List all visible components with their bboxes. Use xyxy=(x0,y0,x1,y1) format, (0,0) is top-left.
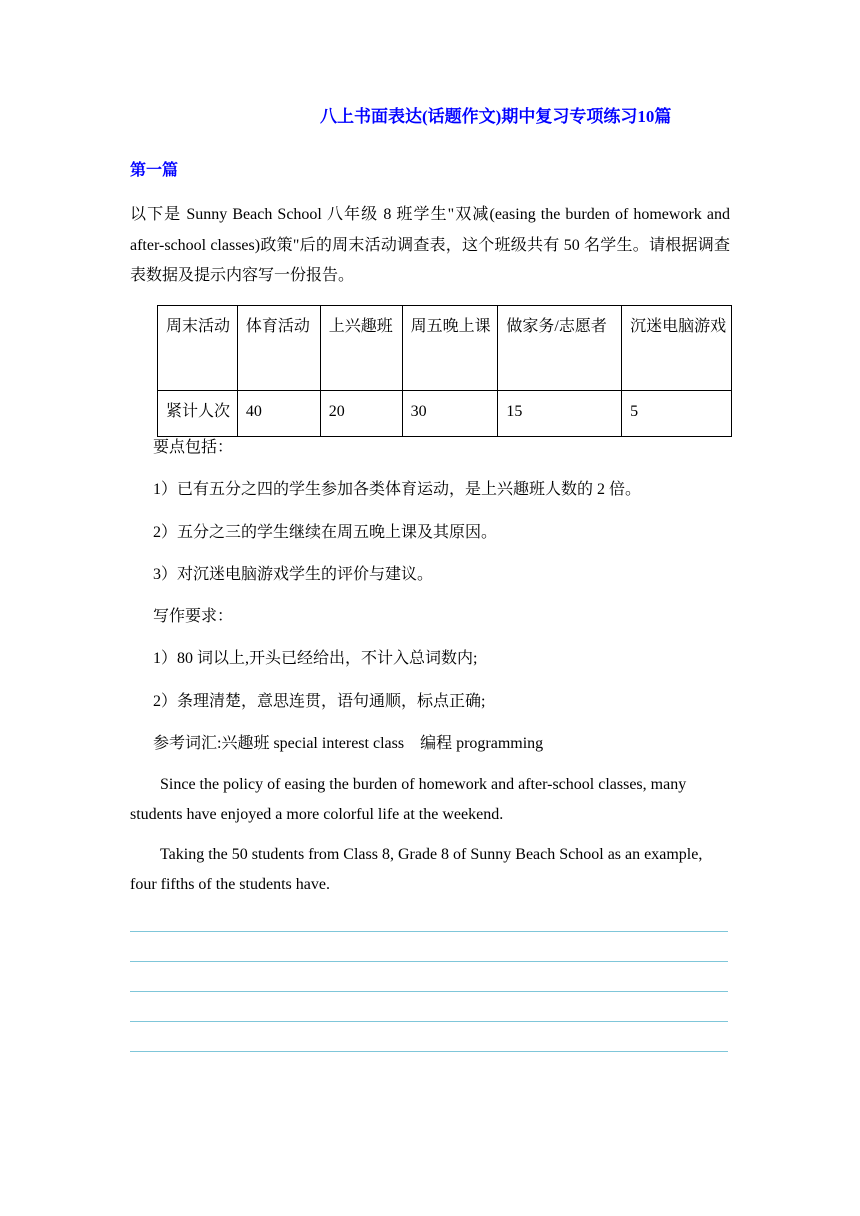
survey-table xyxy=(157,305,732,437)
intro-paragraph: 以下是 Sunny Beach School 八年级 8 班学生"双减(easing the burden of homework and after-school classes)政策"后的周末活动调查表，这个班级共有 50 名学生。请根据调查表数据及提示内容写一份报告。 xyxy=(130,206,730,284)
opening-paragraph-2: Taking the 50 students from Class 8, Grade 8 of Sunny Beach School as an example, four fifths of the students have. xyxy=(130,846,703,893)
point-item: 3）对沉迷电脑游戏学生的评价与建议。 xyxy=(153,565,434,583)
point-item: 2）五分之三的学生继续在周五晚上课及其原因。 xyxy=(153,523,498,541)
vocab-line: 参考词汇:兴趣班 special interest class 编程 programming xyxy=(153,735,544,753)
answer-lines xyxy=(130,931,728,1081)
answer-line[interactable] xyxy=(130,931,728,932)
answer-line[interactable] xyxy=(130,991,728,992)
opening-paragraph-1: Since the policy of easing the burden of homework and after-school classes, many students have enjoyed a more colorful life at the weekend. xyxy=(130,776,687,823)
table-header-cell: 沉迷电脑游戏 xyxy=(622,306,732,391)
section-title: 第一篇 xyxy=(130,162,179,179)
table-cell: 5 xyxy=(622,391,732,437)
table-header-cell: 体育活动 xyxy=(237,306,320,391)
answer-line[interactable] xyxy=(130,1051,728,1052)
table-row xyxy=(158,391,732,437)
document-title: 八上书面表达(话题作文)期中复习专项练习10篇 xyxy=(320,107,672,126)
table-header-cell: 周五晚上课 xyxy=(402,306,498,391)
table-header-cell: 上兴趣班 xyxy=(320,306,402,391)
table-header-cell: 做家务/志愿者 xyxy=(498,306,622,391)
requirements-heading: 写作要求： xyxy=(153,608,234,626)
point-item: 1）已有五分之四的学生参加各类体育运动，是上兴趣班人数的 2 倍。 xyxy=(153,481,642,499)
instructions-block xyxy=(153,434,753,772)
table-cell: 15 xyxy=(498,391,622,437)
points-heading: 要点包括： xyxy=(153,439,234,456)
table-header-cell: 周末活动 xyxy=(158,306,238,391)
table-header-row xyxy=(158,306,732,391)
table-cell: 40 xyxy=(237,391,320,437)
table-cell: 30 xyxy=(402,391,498,437)
answer-line[interactable] xyxy=(130,1021,728,1022)
answer-line[interactable] xyxy=(130,961,728,962)
requirement-item: 2）条理清楚，意思连贯，语句通顺，标点正确; xyxy=(153,692,486,710)
requirement-item: 1）80 词以上,开头已经给出，不计入总词数内; xyxy=(153,650,478,668)
table-cell: 20 xyxy=(320,391,402,437)
table-cell: 紧计人次 xyxy=(158,391,238,437)
